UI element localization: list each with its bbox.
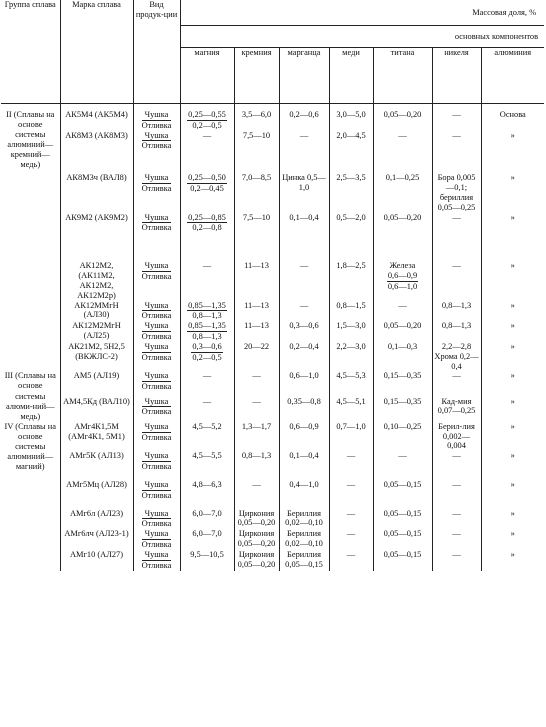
value-cell-mg — [180, 321, 234, 342]
value-fraction — [187, 301, 227, 322]
grade-cell: АК8М3ч (ВАЛ8) — [60, 173, 133, 212]
product-cell — [133, 321, 180, 342]
value-cell-mn: Цинка 0,5—1,0 — [279, 173, 329, 212]
table-row — [1, 213, 544, 262]
value-cell-ti: — — [373, 301, 432, 322]
value-cell-ti: 0,05—0,15 — [373, 509, 432, 530]
value-cell-mg: — — [180, 397, 234, 422]
product-ingot: Чушка — [142, 371, 172, 382]
table-row — [1, 550, 544, 571]
value-cell-mn: — — [279, 301, 329, 322]
header-mass-fraction: Массовая доля, % — [180, 0, 544, 26]
product-ingot: Чушка — [142, 509, 172, 520]
value-cell-cu: 0,8—1,5 — [329, 301, 373, 322]
value-cell-mg: 6,0—7,0 — [180, 529, 234, 550]
product-cell — [133, 480, 180, 509]
value-cell-mg: — — [180, 261, 234, 300]
header-component-ni: никеля — [432, 48, 481, 104]
grade-cell: АК5М4 (АК5М4) — [60, 110, 133, 131]
grade-cell: АМ4,5Кд (ВАЛ10) — [60, 397, 133, 422]
header-component-si: кремния — [234, 48, 279, 104]
product-ingot: Чушка — [142, 261, 172, 272]
value-cell-si: 20—22 — [234, 342, 279, 371]
product-fraction — [142, 261, 172, 282]
product-ingot: Чушка — [142, 550, 172, 561]
product-casting: Отливка — [141, 560, 172, 570]
value-casting: 0,2—0,45 — [190, 184, 224, 194]
product-fraction — [142, 213, 172, 234]
value-cell-mg — [180, 301, 234, 322]
product-fraction — [142, 529, 172, 550]
grade-cell: АМг4К1,5М (АМг4К1, 5М1) — [60, 422, 133, 451]
value-casting: 0,2—0,5 — [192, 352, 222, 362]
product-cell — [133, 509, 180, 530]
value-casting: 0,2—0,5 — [192, 120, 222, 130]
product-ingot: Чушка — [142, 301, 172, 312]
product-ingot: Чушка — [142, 110, 172, 121]
value-cell-al: » — [481, 451, 544, 480]
table-row — [1, 301, 544, 322]
value-cell-ti: 0,05—0,15 — [373, 480, 432, 509]
value-cell-al: Основа — [481, 110, 544, 131]
value-cell-ni: 0,8—1,3 — [432, 321, 481, 342]
grade-cell: АК21М2, 5Н2,5 (ВКЖЛС-2) — [60, 342, 133, 371]
value-cell-si: 11—13 — [234, 321, 279, 342]
value-cell-mn: Бериллия 0,05—0,15 — [279, 550, 329, 571]
value-cell-mg — [180, 213, 234, 262]
product-casting: Отливка — [141, 141, 172, 151]
value-cell-ni: — — [432, 371, 481, 396]
value-cell-al: » — [481, 371, 544, 396]
product-ingot: Чушка — [142, 213, 172, 224]
value-cell-mg: 9,5—10,5 — [180, 550, 234, 571]
value-cell-mg — [180, 173, 234, 212]
value-cell-mg: 4,5—5,2 — [180, 422, 234, 451]
value-cell-mg: 4,5—5,5 — [180, 451, 234, 480]
value-cell-si: — — [234, 397, 279, 422]
product-cell — [133, 371, 180, 396]
table-row — [1, 261, 544, 300]
value-cell-mn: 0,2—0,4 — [279, 342, 329, 371]
table-row — [1, 509, 544, 530]
value-cell-al: » — [481, 131, 544, 174]
product-cell — [133, 213, 180, 262]
value-cell-si: Циркония 0,05—0,20 — [234, 529, 279, 550]
grade-cell: АК12М2, (АК11М2, АК12М2, АК12М2р) — [60, 261, 133, 300]
product-cell — [133, 397, 180, 422]
value-cell-al: » — [481, 342, 544, 371]
grade-cell: АМг6лч (АЛ23-1) — [60, 529, 133, 550]
header-main-components: основных компонентов — [180, 26, 544, 48]
value-cell-si: — — [234, 480, 279, 509]
product-casting: Отливка — [141, 311, 172, 321]
value-cell-cu: — — [329, 550, 373, 571]
value-cell-al: » — [481, 480, 544, 509]
value-cell-ni: 0,8—1,3 — [432, 301, 481, 322]
product-cell — [133, 342, 180, 371]
value-cell-mn: 0,35—0,8 — [279, 397, 329, 422]
value-cell-ti: 0,05—0,20 — [373, 110, 432, 131]
value-cell-cu: 1,5—3,0 — [329, 321, 373, 342]
value-cell-mn: 0,3—0,6 — [279, 321, 329, 342]
value-cell-ti — [373, 261, 432, 300]
value-cell-cu: 4,5—5,1 — [329, 397, 373, 422]
value-cell-ni: — — [432, 131, 481, 174]
table-row — [1, 529, 544, 550]
value-cell-cu: 2,0—4,5 — [329, 131, 373, 174]
value-cell-cu: — — [329, 529, 373, 550]
value-cell-al: » — [481, 529, 544, 550]
value-fraction — [187, 173, 227, 194]
table-row — [1, 173, 544, 212]
product-casting: Отливка — [141, 332, 172, 342]
product-cell — [133, 131, 180, 174]
product-ingot: Чушка — [142, 131, 172, 142]
header-grade: Марка сплава — [60, 0, 133, 104]
product-casting: Отливка — [141, 432, 172, 442]
value-cell-mg — [180, 110, 234, 131]
product-fraction — [142, 550, 172, 571]
value-cell-cu: — — [329, 509, 373, 530]
table-row — [1, 110, 544, 131]
value-cell-ti: 0,15—0,35 — [373, 371, 432, 396]
table-row — [1, 321, 544, 342]
value-cell-mg: 6,0—7,0 — [180, 509, 234, 530]
value-cell-al: » — [481, 509, 544, 530]
value-cell-si: Циркония 0,05—0,20 — [234, 550, 279, 571]
product-ingot: Чушка — [142, 397, 172, 408]
table-body — [1, 104, 544, 571]
header-group: Группа сплава — [1, 0, 60, 104]
value-cell-ni: Кад-мия 0,07—0,25 — [432, 397, 481, 422]
product-casting: Отливка — [141, 382, 172, 392]
value-cell-si: 7,0—8,5 — [234, 173, 279, 212]
table-row — [1, 342, 544, 371]
value-fraction — [187, 321, 227, 342]
product-ingot: Чушка — [142, 451, 172, 462]
value-cell-si: 3,5—6,0 — [234, 110, 279, 131]
value-cell-al: » — [481, 261, 544, 300]
product-casting: Отливка — [141, 490, 172, 500]
value-casting: 0,8—1,3 — [192, 332, 222, 342]
value-cell-mg — [180, 342, 234, 371]
alloy-composition-table — [1, 0, 544, 571]
value-ingot: 0,85—1,35 — [188, 321, 226, 331]
value-cell-ni: — — [432, 110, 481, 131]
value-fraction — [187, 110, 227, 131]
value-cell-cu: — — [329, 451, 373, 480]
group-cell: IV (Сплавы на основе системы алюминий—магний) — [4, 421, 56, 472]
value-cell-si: 7,5—10 — [234, 131, 279, 174]
value-cell-si: 0,8—1,3 — [234, 451, 279, 480]
value-cell-mn: Бериллия 0,02—0,10 — [279, 509, 329, 530]
value-cell-ti: 0,05—0,15 — [373, 550, 432, 571]
product-fraction — [142, 131, 172, 152]
value-ingot: 0,6—0,9 — [387, 271, 418, 281]
product-fraction — [142, 173, 172, 194]
value-cell-ti: 0,05—0,20 — [373, 321, 432, 342]
product-fraction — [142, 342, 172, 363]
header-component-mn: марганца — [279, 48, 329, 104]
value-cell-mn: 0,4—1,0 — [279, 480, 329, 509]
value-fraction — [191, 342, 222, 363]
value-cell-si: 11—13 — [234, 301, 279, 322]
value-cell-ti: 0,1—0,3 — [373, 342, 432, 371]
header-component-al: алюминия — [481, 48, 544, 104]
value-cell-ni: — — [432, 529, 481, 550]
value-cell-ti: — — [373, 131, 432, 174]
value-cell-ni: — — [432, 509, 481, 530]
group-cell: III (Сплавы на основе системы алюми-ний—медь) — [4, 371, 56, 421]
value-ingot: 0,85—1,35 — [188, 300, 226, 310]
grade-cell: АК8М3 (АК8М3) — [60, 131, 133, 174]
header-product: Вид продук-ции — [133, 0, 180, 104]
value-cell-al: » — [481, 321, 544, 342]
product-fraction — [142, 480, 172, 501]
product-cell — [133, 110, 180, 131]
value-ingot: 0,25—0,85 — [188, 212, 226, 222]
product-fraction — [142, 321, 172, 342]
value-cell-ti: 0,05—0,15 — [373, 529, 432, 550]
product-casting: Отливка — [141, 462, 172, 472]
value-cell-cu: 0,5—2,0 — [329, 213, 373, 262]
product-ingot: Чушка — [142, 321, 172, 332]
product-casting: Отливка — [141, 184, 172, 194]
value-cell-al: » — [481, 422, 544, 451]
product-cell — [133, 422, 180, 451]
table-row — [1, 131, 544, 174]
value-cell-mn: 0,2—0,6 — [279, 110, 329, 131]
value-cell-cu: — — [329, 480, 373, 509]
product-fraction — [142, 301, 172, 322]
table-row — [1, 451, 544, 480]
value-cell-mn: 0,1—0,4 — [279, 213, 329, 262]
group-cell: II (Сплавы на основе системы алюминий—кремний—медь) — [6, 110, 55, 170]
value-cell-ti: 0,1—0,25 — [373, 173, 432, 212]
product-cell — [133, 529, 180, 550]
table-row — [1, 397, 544, 422]
value-cell-ni: — — [432, 550, 481, 571]
grade-cell: АМг10 (АЛ27) — [60, 550, 133, 571]
named-element-label: Железа — [389, 261, 416, 271]
product-cell — [133, 173, 180, 212]
value-ingot: 0,25—0,50 — [188, 173, 226, 183]
product-cell — [133, 451, 180, 480]
value-ingot: 0,25—0,55 — [188, 110, 226, 119]
product-fraction — [142, 397, 172, 418]
table-row — [1, 371, 544, 396]
value-cell-mn: 0,6—1,0 — [279, 371, 329, 396]
product-cell — [133, 261, 180, 300]
value-cell-mg: 4,8—6,3 — [180, 480, 234, 509]
value-cell-si: Циркония 0,05—0,20 — [234, 509, 279, 530]
grade-cell: АК12М2МгН (АЛ25) — [60, 321, 133, 342]
grade-cell: АМг6л (АЛ23) — [60, 509, 133, 530]
product-ingot: Чушка — [142, 342, 172, 353]
product-fraction — [142, 422, 172, 443]
product-ingot: Чушка — [142, 422, 172, 433]
value-cell-al: » — [481, 550, 544, 571]
value-cell-ni: Бора 0,005—0,1; бериллия 0,05—0,25 — [432, 173, 481, 212]
value-cell-mn: Бериллия 0,02—0,10 — [279, 529, 329, 550]
value-cell-ni: — — [432, 213, 481, 262]
product-casting: Отливка — [141, 120, 172, 130]
product-fraction — [142, 509, 172, 530]
value-fraction — [387, 271, 418, 292]
value-cell-ti: — — [373, 451, 432, 480]
value-cell-ni: Берил-лия 0,002—0,004 — [432, 422, 481, 451]
value-cell-ni: — — [432, 480, 481, 509]
value-cell-mn: 0,6—0,9 — [279, 422, 329, 451]
table-row — [1, 480, 544, 509]
header-component-cu: меди — [329, 48, 373, 104]
value-cell-al: » — [481, 397, 544, 422]
product-ingot: Чушка — [142, 173, 172, 184]
product-casting: Отливка — [141, 407, 172, 417]
grade-cell: АК12ММгН (АЛ30) — [60, 301, 133, 322]
product-cell — [133, 550, 180, 571]
grade-cell: АМг5Мц (АЛ28) — [60, 480, 133, 509]
grade-cell: АМ5 (АЛ19) — [60, 371, 133, 396]
product-ingot: Чушка — [142, 529, 172, 540]
value-cell-ti: 0,15—0,35 — [373, 397, 432, 422]
product-casting: Отливка — [141, 352, 172, 362]
value-cell-ti: 0,05—0,20 — [373, 213, 432, 262]
value-cell-ni: — — [432, 261, 481, 300]
value-cell-si: — — [234, 371, 279, 396]
value-cell-mn: — — [279, 261, 329, 300]
value-cell-si: 1,3—1,7 — [234, 422, 279, 451]
value-cell-mg: — — [180, 371, 234, 396]
value-cell-cu: 0,7—1,0 — [329, 422, 373, 451]
value-cell-mn: 0,1—0,4 — [279, 451, 329, 480]
value-cell-al: » — [481, 213, 544, 262]
value-cell-al: » — [481, 173, 544, 212]
product-casting: Отливка — [141, 223, 172, 233]
value-fraction — [187, 213, 227, 234]
value-casting: 0,8—1,3 — [192, 311, 222, 321]
value-cell-mg: — — [180, 131, 234, 174]
value-cell-cu: 2,2—3,0 — [329, 342, 373, 371]
value-ingot: 0,3—0,6 — [192, 341, 222, 351]
value-casting: 0,6—1,0 — [387, 281, 418, 291]
product-casting: Отливка — [141, 272, 172, 282]
header-component-mg: магния — [180, 48, 234, 104]
product-casting: Отливка — [141, 540, 172, 550]
table-row — [1, 422, 544, 451]
value-cell-cu: 4,5—5,3 — [329, 371, 373, 396]
value-cell-ni: — — [432, 451, 481, 480]
product-fraction — [142, 110, 172, 131]
product-ingot: Чушка — [142, 480, 172, 491]
value-cell-cu: 2,5—3,5 — [329, 173, 373, 212]
product-fraction — [142, 371, 172, 392]
header-component-ti: титана — [373, 48, 432, 104]
value-cell-si: 7,5—10 — [234, 213, 279, 262]
product-casting: Отливка — [141, 519, 172, 529]
value-cell-mn: — — [279, 131, 329, 174]
value-cell-al: » — [481, 301, 544, 322]
value-cell-cu: 1,8—2,5 — [329, 261, 373, 300]
grade-cell: АМг5К (АЛ13) — [60, 451, 133, 480]
product-cell — [133, 301, 180, 322]
value-cell-si: 11—13 — [234, 261, 279, 300]
product-fraction — [142, 451, 172, 472]
grade-cell: АК9М2 (АК9М2) — [60, 213, 133, 262]
value-cell-ni: 2,2—2,8 Хрома 0,2—0,4 — [432, 342, 481, 371]
value-cell-cu: 3,0—5,0 — [329, 110, 373, 131]
value-cell-ti: 0,10—0,25 — [373, 422, 432, 451]
value-casting: 0,2—0,8 — [192, 223, 222, 233]
